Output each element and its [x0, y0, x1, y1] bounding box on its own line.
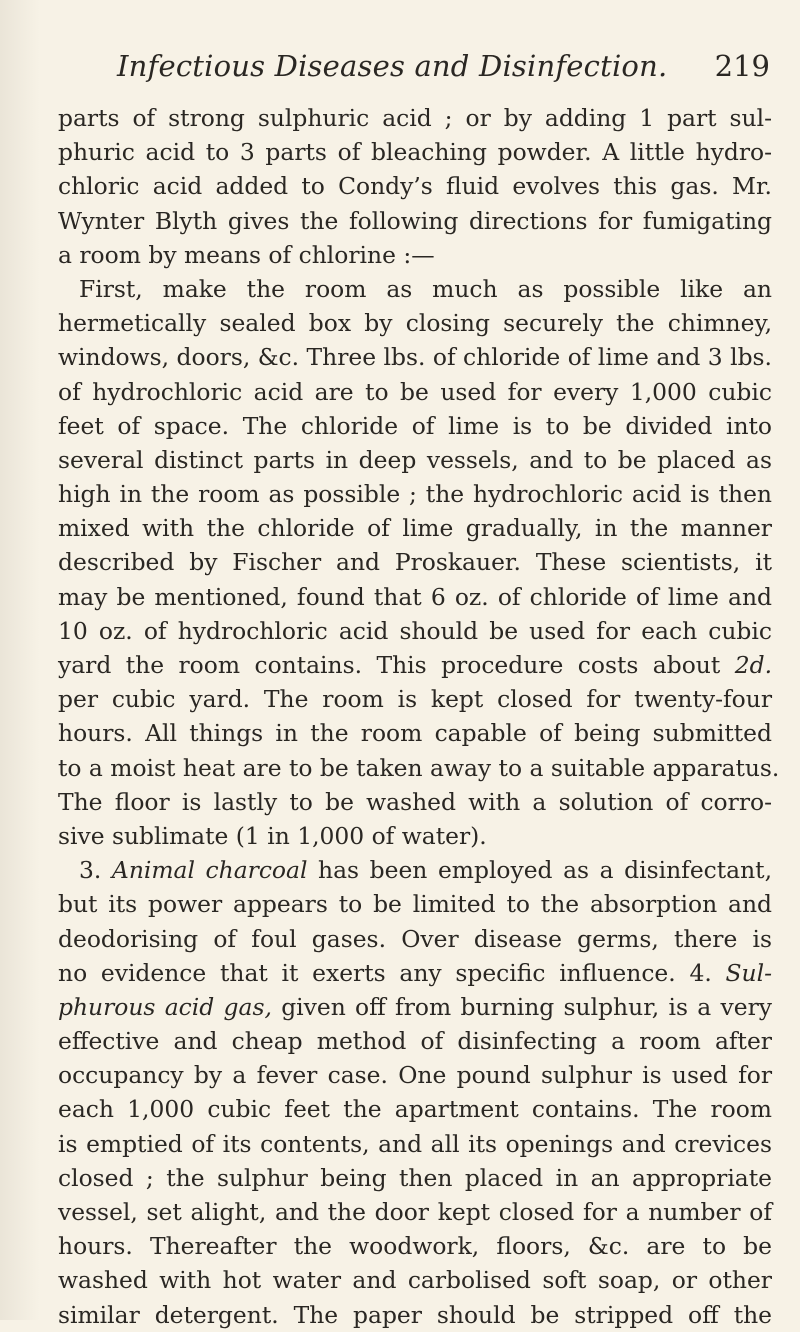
- line-text: per cubic yard. The room is kept closed for twenty-four: [58, 685, 772, 714]
- line-text: The floor is lastly to be washed with a solution of corro-: [58, 787, 772, 816]
- text-line: [58, 1127, 772, 1161]
- text-line: [58, 716, 772, 750]
- line-text: phuric acid to 3 parts of bleaching powder. A little hydro-: [58, 138, 772, 167]
- line-text: 3.: [79, 856, 102, 885]
- text-line: [58, 545, 772, 579]
- line-text: parts of strong sulphuric acid ; or by adding 1 part sul-: [58, 104, 772, 132]
- italic-term: phurous acid gas,: [58, 992, 272, 1021]
- line-text: may be mentioned, found that 6 oz. of chloride of lime and: [58, 582, 772, 611]
- text-line: [58, 990, 772, 1024]
- line-text: sive sublimate (1 in 1,000 of water).: [58, 821, 487, 850]
- line-text: First, make the room as much as possible like an: [79, 274, 772, 303]
- line-text: several distinct parts in deep vessels, and to be placed as: [58, 445, 772, 474]
- line-text: each 1,000 cubic feet the apartment contains. The room: [58, 1095, 772, 1124]
- line-text: effective and cheap method of disinfecting a room after: [58, 1027, 772, 1056]
- text-line: [58, 375, 772, 409]
- text-line: [58, 648, 772, 682]
- line-text: hermetically sealed box by closing securely the chimney,: [58, 309, 772, 338]
- line-text: yard the room contains. This procedure costs about: [58, 651, 721, 679]
- text-line: [58, 1298, 772, 1332]
- text-line: [58, 922, 772, 956]
- text-line: [58, 887, 772, 921]
- text-line: [58, 238, 772, 272]
- text-line: [58, 169, 772, 203]
- body-text: [58, 101, 780, 1332]
- line-text: mixed with the chloride of lime gradually, in the manner: [58, 514, 772, 543]
- line-text: Wynter Blyth gives the following directions for fumigating: [58, 206, 772, 235]
- text-line: [58, 751, 780, 785]
- text-line: [58, 340, 772, 374]
- text-line: [58, 785, 772, 819]
- page-number: 219: [714, 49, 770, 83]
- text-line: [58, 204, 772, 238]
- line-text: has been employed as a disinfectant,: [318, 856, 773, 885]
- text-line: [58, 1161, 772, 1195]
- running-head: [115, 44, 770, 88]
- text-line: [58, 135, 772, 169]
- italic-term: Animal charcoal: [111, 856, 308, 885]
- line-text: of hydrochloric acid are to be used for every 1,000 cubic: [58, 377, 772, 406]
- line-text: given off from burning sulphur, is a very: [281, 992, 772, 1021]
- text-line: [58, 853, 772, 887]
- line-text: similar detergent. The paper should be stripped off the: [58, 1300, 772, 1329]
- line-text: is emptied of its contents, and all its openings and crevices: [58, 1129, 772, 1158]
- text-line: [58, 1058, 772, 1092]
- line-text: washed with hot water and carbolised soft soap, or other: [58, 1266, 772, 1295]
- text-line: [58, 1263, 772, 1297]
- line-text: vessel, set alight, and the door kept closed for a number of: [58, 1198, 772, 1226]
- running-head-title: Infectious Diseases and Disinfection.: [117, 49, 668, 83]
- line-text: no evidence that it exerts any specific influence. 4.: [58, 958, 712, 987]
- text-line: [58, 511, 772, 545]
- line-text: hours. All things in the room capable of being submitted: [58, 719, 772, 748]
- text-line: [58, 409, 772, 443]
- line-text: windows, doors, &c. Three lbs. of chloride of lime and 3 lbs.: [58, 343, 772, 372]
- line-text: to a moist heat are to be taken away to a suitable apparatus.: [58, 753, 780, 782]
- text-line: [58, 614, 772, 648]
- text-line: [58, 477, 772, 511]
- line-text: occupancy by a fever case. One pound sulphur is used for: [58, 1061, 772, 1090]
- line-text: high in the room as possible ; the hydrochloric acid is then: [58, 480, 772, 509]
- text-line: [58, 819, 772, 853]
- text-line: [58, 443, 772, 477]
- line-text: deodorising of foul gases. Over disease germs, there is: [58, 924, 772, 953]
- line-text: chloric acid added to Condy’s fluid evolves this gas. Mr.: [58, 172, 772, 201]
- italic-term: Sul-: [725, 958, 773, 987]
- line-text: described by Fischer and Proskauer. These scientists, it: [58, 548, 772, 577]
- line-text: feet of space. The chloride of lime is to be divided into: [58, 411, 772, 440]
- text-line: [58, 1195, 772, 1229]
- line-text: hours. Thereafter the woodwork, floors, &c. are to be: [58, 1232, 772, 1261]
- line-text: closed ; the sulphur being then placed in an appropriate: [58, 1163, 772, 1192]
- text-line: [58, 1092, 772, 1126]
- line-text: 10 oz. of hydrochloric acid should be used for each cubic: [58, 616, 772, 645]
- line-text: but its power appears to be limited to the absorption and: [58, 890, 772, 919]
- line-text: a room by means of chlorine :—: [58, 240, 435, 269]
- text-line: [58, 1229, 772, 1263]
- text-line: [58, 306, 772, 340]
- text-line: [58, 580, 772, 614]
- italic-term: 2d.: [734, 651, 773, 679]
- text-line: [58, 101, 772, 135]
- text-line: [58, 272, 772, 306]
- text-line: [58, 682, 772, 716]
- text-line: [58, 956, 772, 990]
- text-line: [58, 1024, 772, 1058]
